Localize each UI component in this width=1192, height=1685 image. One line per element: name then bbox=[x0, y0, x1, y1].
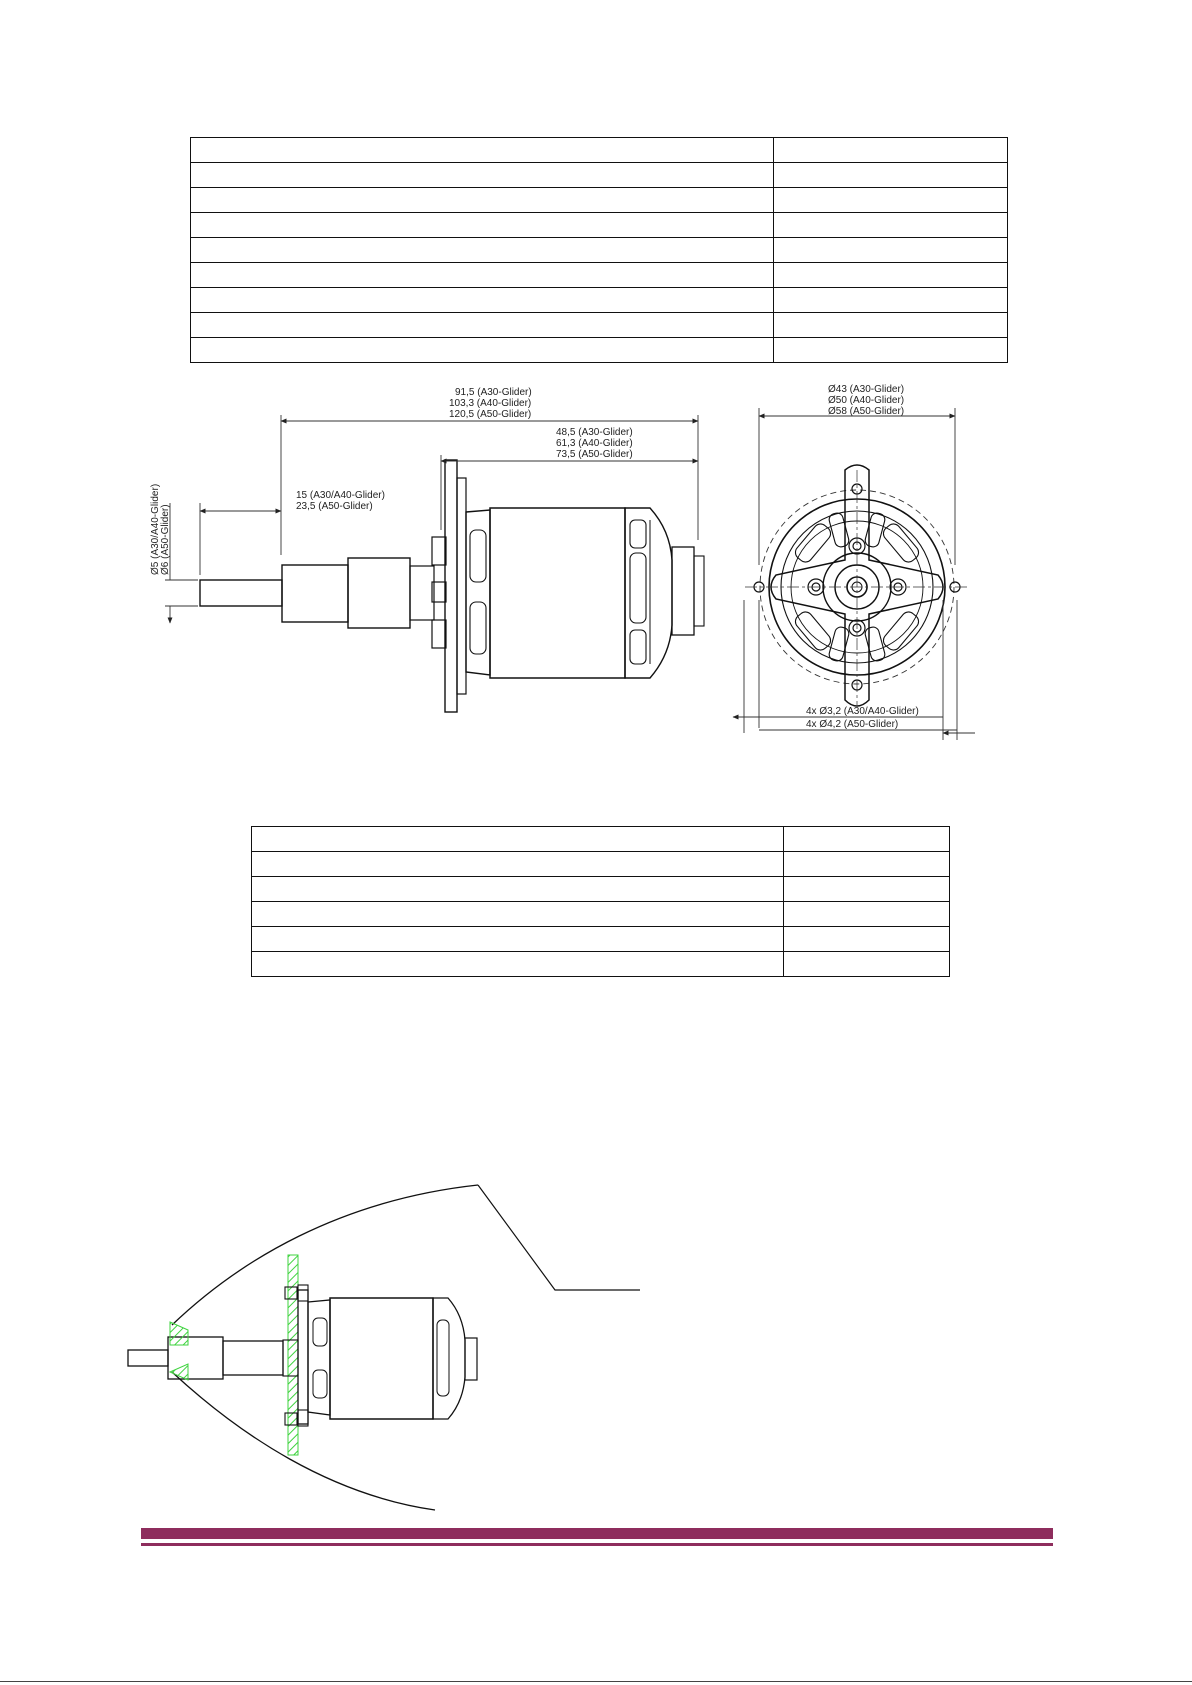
motor-side-view bbox=[150, 387, 704, 712]
dim-diameter-a30: Ø43 (A30-Glider) bbox=[828, 384, 905, 395]
table-middle-cell bbox=[252, 952, 784, 977]
fuselage-outline bbox=[172, 1185, 640, 1510]
table-top-cell bbox=[191, 338, 774, 363]
dim-overall-length-a30: 91,5 (A30-Glider) bbox=[455, 387, 532, 398]
table-top-row bbox=[191, 263, 1008, 288]
dim-shaft-diameter-a30-a40: Ø5 (A30/A40-Glider) bbox=[150, 483, 161, 575]
table-middle-row bbox=[252, 827, 950, 852]
installed-motor bbox=[128, 1255, 477, 1455]
table-top-cell bbox=[191, 238, 774, 263]
table-middle-cell bbox=[252, 902, 784, 927]
table-top-cell bbox=[191, 138, 774, 163]
table-middle-cell bbox=[784, 852, 950, 877]
table-top-cell bbox=[191, 288, 774, 313]
table-middle-row bbox=[252, 902, 950, 927]
table-middle-row bbox=[252, 952, 950, 977]
table-top-row bbox=[191, 163, 1008, 188]
table-top-cell bbox=[774, 213, 1008, 238]
footer-band-thick bbox=[141, 1528, 1053, 1539]
dim-mount-holes-a50: 4x Ø4,2 (A50-Glider) bbox=[806, 719, 899, 730]
dim-body-length-a40: 61,3 (A40-Glider) bbox=[556, 438, 633, 449]
table-top-cell bbox=[774, 238, 1008, 263]
table-middle-cell bbox=[784, 952, 950, 977]
table-middle-cell bbox=[252, 877, 784, 902]
dim-shaft-diameter-a50: Ø6 (A50-Glider) bbox=[160, 504, 171, 575]
table-middle-cell bbox=[784, 927, 950, 952]
table-top-cell bbox=[774, 288, 1008, 313]
dim-shaft-length-a50: 23,5 (A50-Glider) bbox=[296, 501, 373, 512]
dim-diameter-a50: Ø58 (A50-Glider) bbox=[828, 406, 905, 417]
footer-rule bbox=[0, 1681, 1192, 1682]
table-middle-row bbox=[252, 852, 950, 877]
table-middle-cell bbox=[252, 927, 784, 952]
table-middle-cell bbox=[252, 827, 784, 852]
motor-front-view bbox=[733, 384, 975, 740]
dim-diameter-a40: Ø50 (A40-Glider) bbox=[828, 395, 905, 406]
table-top-row bbox=[191, 338, 1008, 363]
table-top-row bbox=[191, 288, 1008, 313]
table-top-row bbox=[191, 238, 1008, 263]
table-top-row bbox=[191, 213, 1008, 238]
table-top-cell bbox=[191, 213, 774, 238]
table-top-cell bbox=[191, 163, 774, 188]
table-top-row bbox=[191, 188, 1008, 213]
spec-table-middle bbox=[251, 826, 950, 977]
table-top-cell bbox=[774, 163, 1008, 188]
table-middle-cell bbox=[784, 902, 950, 927]
installation-drawing bbox=[115, 1175, 675, 1520]
table-top-cell bbox=[191, 188, 774, 213]
table-top-row bbox=[191, 313, 1008, 338]
dim-overall-length-a40: 103,3 (A40-Glider) bbox=[449, 398, 532, 409]
dim-shaft-length-a30-a40: 15 (A30/A40-Glider) bbox=[296, 490, 385, 501]
table-top-cell bbox=[774, 313, 1008, 338]
footer-band-thin bbox=[141, 1543, 1053, 1546]
table-top-cell bbox=[774, 338, 1008, 363]
dim-mount-holes-a30-a40: 4x Ø3,2 (A30/A40-Glider) bbox=[806, 706, 919, 717]
table-middle-row bbox=[252, 877, 950, 902]
table-top-row bbox=[191, 138, 1008, 163]
table-top-cell bbox=[774, 188, 1008, 213]
table-middle-cell bbox=[252, 852, 784, 877]
motor-dimension-drawing bbox=[140, 370, 1000, 750]
table-top-cell bbox=[774, 138, 1008, 163]
dim-overall-length-a50: 120,5 (A50-Glider) bbox=[449, 409, 532, 420]
table-top-cell bbox=[774, 263, 1008, 288]
table-top-cell bbox=[191, 313, 774, 338]
table-middle-cell bbox=[784, 827, 950, 852]
table-middle-row bbox=[252, 927, 950, 952]
dim-body-length-a30: 48,5 (A30-Glider) bbox=[556, 427, 633, 438]
table-middle-cell bbox=[784, 877, 950, 902]
table-top-cell bbox=[191, 263, 774, 288]
dim-body-length-a50: 73,5 (A50-Glider) bbox=[556, 449, 633, 460]
spec-table-top bbox=[190, 137, 1008, 363]
